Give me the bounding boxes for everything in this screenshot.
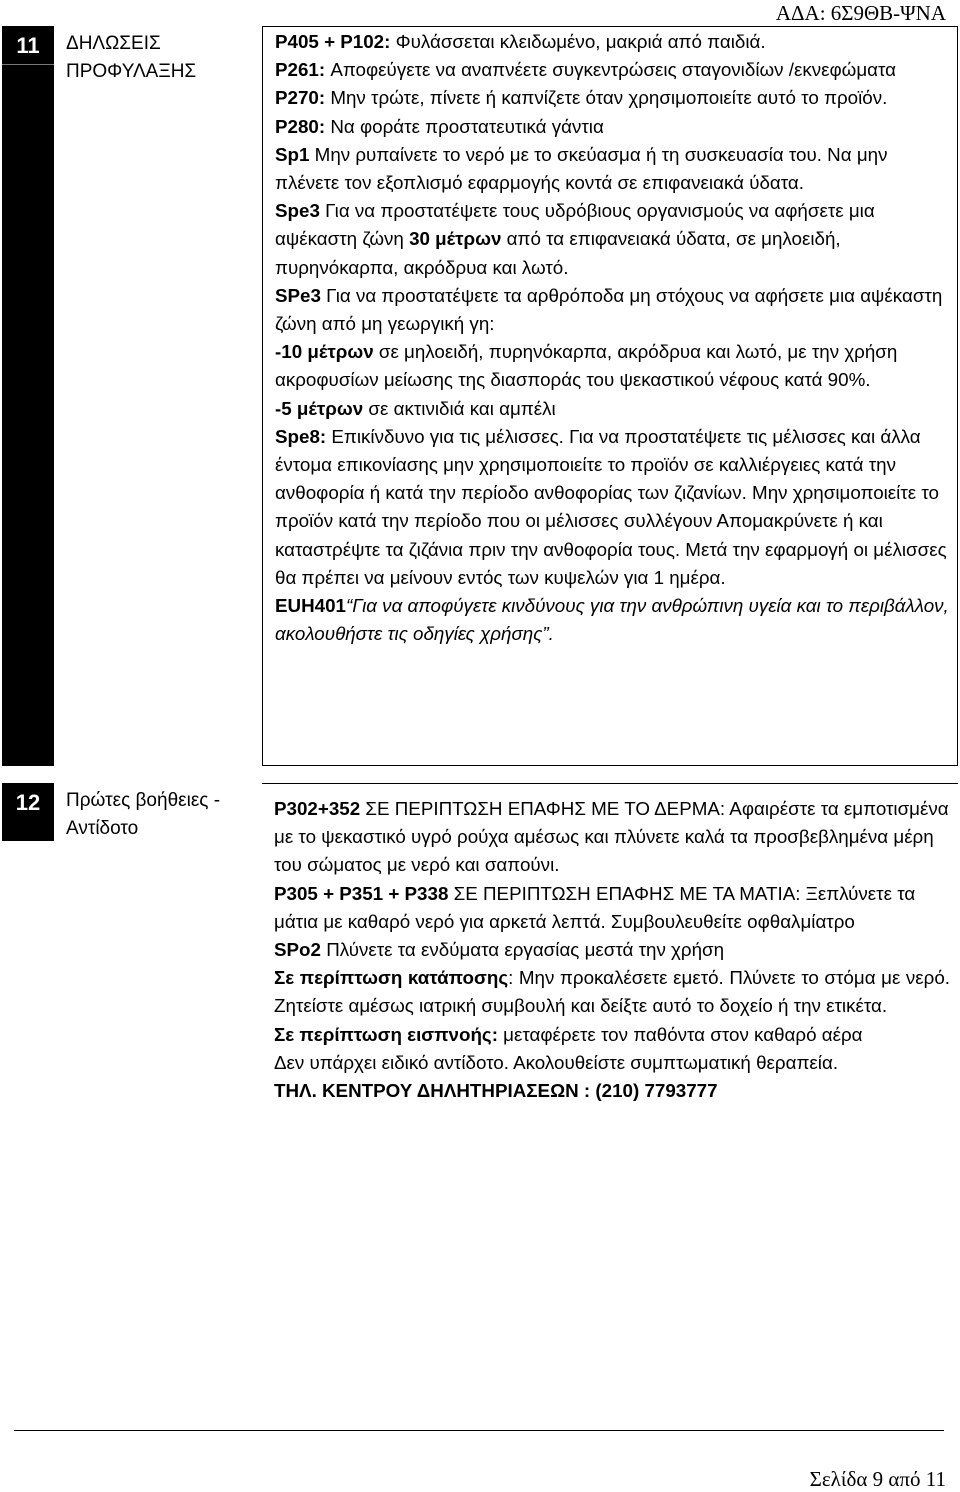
statement-code: EUH401 xyxy=(275,595,346,617)
statement-text: : Μην προκαλέσετε εμετό. Πλύνετε το στόμα με νερό. Ζητείστε αμέσως ιατρική συμβουλή και δείξτε αυτό το δοχείο ή την ετικέτα. xyxy=(274,967,950,1017)
section-content xyxy=(262,26,958,766)
section-content xyxy=(262,783,958,1165)
section-number-block xyxy=(2,26,54,766)
section-11 xyxy=(0,26,960,766)
statement-text: Για να προστατέψετε τα αρθρόποδα μη στόχους να αφήσετε μια αψέκαστη ζώνη από μη γεωργική γη: xyxy=(275,284,943,335)
buffer-distance: -5 μέτρων xyxy=(275,397,364,419)
buffer-distance: 30 μέτρων xyxy=(409,228,502,250)
statement-code: P270: xyxy=(275,87,326,109)
statement-p270 xyxy=(275,84,949,112)
phone-label: ΤΗΛ. ΚΕΝΤΡΟΥ ΔΗΛΗΤΗΡΙΑΣΕΩΝ : xyxy=(274,1080,591,1102)
statement-text: σε ακτινιδιά και αμπέλι xyxy=(363,397,556,419)
statement-spe3-aquatic xyxy=(275,197,949,282)
buffer-5m xyxy=(275,395,949,423)
section-label: Πρώτες βοήθειες - Αντίδοτο xyxy=(66,790,221,839)
statement-text: “Για να αποφύγετε κινδύνους για την ανθρώπινη υγεία και το περιβάλλον, ακολουθήστε τις οδηγίες χρήσης”. xyxy=(275,595,949,645)
statement-text: Επικίνδυνο για τις μέλισσες. Για να προστατέψετε τις μέλισσες και άλλα έντομα επικονίασης μην χρησιμοποιείτε το προϊόν σε καλλιέργειες κατά την ανθοφορία ή κατά την περίοδο ανθοφορίας των ζιζανίων. Μην χρησιμοποιείτε το προϊόν κατά την περίοδο που οι μέλισσες συλλέγουν Απομακρύνετε ή και καταστρέψτε τα ζιζάνια πριν την ανθοφορία τους. Μετά την εφαρμογή οι μέλισσες θα πρέπει να μείνουν εντός των κυψελών για 1 ημέρα. xyxy=(275,425,947,588)
ada-code: ΑΔΑ: 6Σ9ΘΒ-ΨΝΑ xyxy=(775,1,946,25)
statement-sp1 xyxy=(275,141,949,197)
statement-code: P261: xyxy=(275,59,326,81)
section-number: 12 xyxy=(15,790,41,815)
statement-text: Αποφεύγετε να αναπνέετε συγκεντρώσεις σταγονιδίων /εκνεφώματα xyxy=(325,59,897,81)
statement-heading: Σε περίπτωση εισπνοής: xyxy=(274,1023,498,1045)
statement-code: SPo2 xyxy=(274,939,321,961)
statement-code: P305 + P351 + P338 xyxy=(274,882,449,904)
statement-code: P405 + P102: xyxy=(275,31,391,52)
poison-center-phone xyxy=(274,1077,950,1105)
statement-text: Μην ρυπαίνετε το νερό με το σκεύασμα ή τη συσκευασία του. Να μην πλένετε τον εξοπλισμό εφαρμογής κοντά σε επιφανειακά ύδατα. xyxy=(275,143,888,194)
statement-spe3-arthropods xyxy=(275,282,949,338)
buffer-distance: -10 μέτρων xyxy=(275,341,374,363)
statement-code: Sp1 xyxy=(275,143,310,165)
statement-p280 xyxy=(275,113,949,141)
statement-p405 xyxy=(275,28,949,56)
statement-code: P280: xyxy=(275,115,326,137)
section-label: ΔΗΛΩΣΕΙΣ ΠΡΟΦΥΛΑΞΗΣ xyxy=(66,33,197,82)
statement-text: Για να προστατέψετε τους υδρόβιους οργανισμούς να αφήσετε μια αψέκαστη ζώνη xyxy=(275,200,875,250)
statement-text: Πλύνετε τα ενδύματα εργασίας μεστά την χρήση xyxy=(320,939,725,961)
statement-text: Φυλάσσεται κλειδωμένο, μακριά από παιδιά. xyxy=(390,31,766,52)
statement-p261 xyxy=(275,56,949,84)
statement-text: σε μηλοειδή, πυρηνόκαρπα, ακρόδρυα και λωτό, με την χρήση ακροφυσίων μείωσης της διασποράς του ψεκαστικού νέφους κατά 90%. xyxy=(275,341,898,391)
statement-heading: Σε περίπτωση κατάποσης xyxy=(274,967,509,989)
statement-code: SPe3 xyxy=(275,284,321,306)
statement-heading: ΣΕ ΠΕΡΙΠΤΩΣΗ ΕΠΑΦΗΣ ΜΕ ΤΑ ΜΑΤΙΑ: xyxy=(448,882,801,904)
statement-text: Αφαιρέστε τα εμποτισμένα με το ψεκαστικό υγρό ρούχα αμέσως και πλύνετε καλά τα προσβεβλημένα μέρη του σώματος με νερό και σαπούνι. xyxy=(274,798,949,876)
page-number: Σελίδα 9 από 11 xyxy=(809,1467,946,1491)
first-aid-skin xyxy=(274,795,950,880)
first-aid-spo2 xyxy=(274,936,950,964)
statement-spe8 xyxy=(275,423,949,592)
statement-text: μεταφέρετε τον παθόντα στον καθαρό αέρα xyxy=(497,1023,863,1045)
first-aid-inhalation xyxy=(274,1021,950,1049)
statement-text: Ξεπλύνετε τα μάτια με καθαρό νερό για αρκετά λεπτά. Συμβουλευθείτε οφθαλμίατρο xyxy=(274,882,916,932)
section-12 xyxy=(0,783,960,1165)
buffer-10m xyxy=(275,338,949,394)
section-number: 11 xyxy=(16,33,40,58)
footer-rule xyxy=(14,1430,944,1431)
statement-code: P302+352 xyxy=(274,798,361,819)
first-aid-eyes xyxy=(274,880,950,936)
phone-number: (210) 7793777 xyxy=(590,1080,718,1102)
statement-text: Να φοράτε προστατευτικά γάντια xyxy=(325,115,604,137)
statement-heading: ΣΕ ΠΕΡΙΠΤΩΣΗ ΕΠΑΦΗΣ ΜΕ ΤΟ ΔΕΡΜΑ: xyxy=(360,798,726,819)
statement-text: από τα επιφανειακά ύδατα, σε μηλοειδή, πυρηνόκαρπα, ακρόδρυα και λωτό. xyxy=(275,228,841,278)
statement-code: Spe3 xyxy=(275,200,320,222)
divider xyxy=(2,64,54,65)
first-aid-ingestion xyxy=(274,964,950,1020)
statement-text: Μην τρώτε, πίνετε ή καπνίζετε όταν χρησιμοποιείτε αυτό το προϊόν. xyxy=(325,87,888,109)
antidote-note: Δεν υπάρχει ειδικό αντίδοτο. Ακολουθείστε συμπτωματική θεραπεία. xyxy=(274,1051,839,1073)
statement-euh401 xyxy=(275,592,949,648)
statement-code: Spe8: xyxy=(275,425,327,447)
